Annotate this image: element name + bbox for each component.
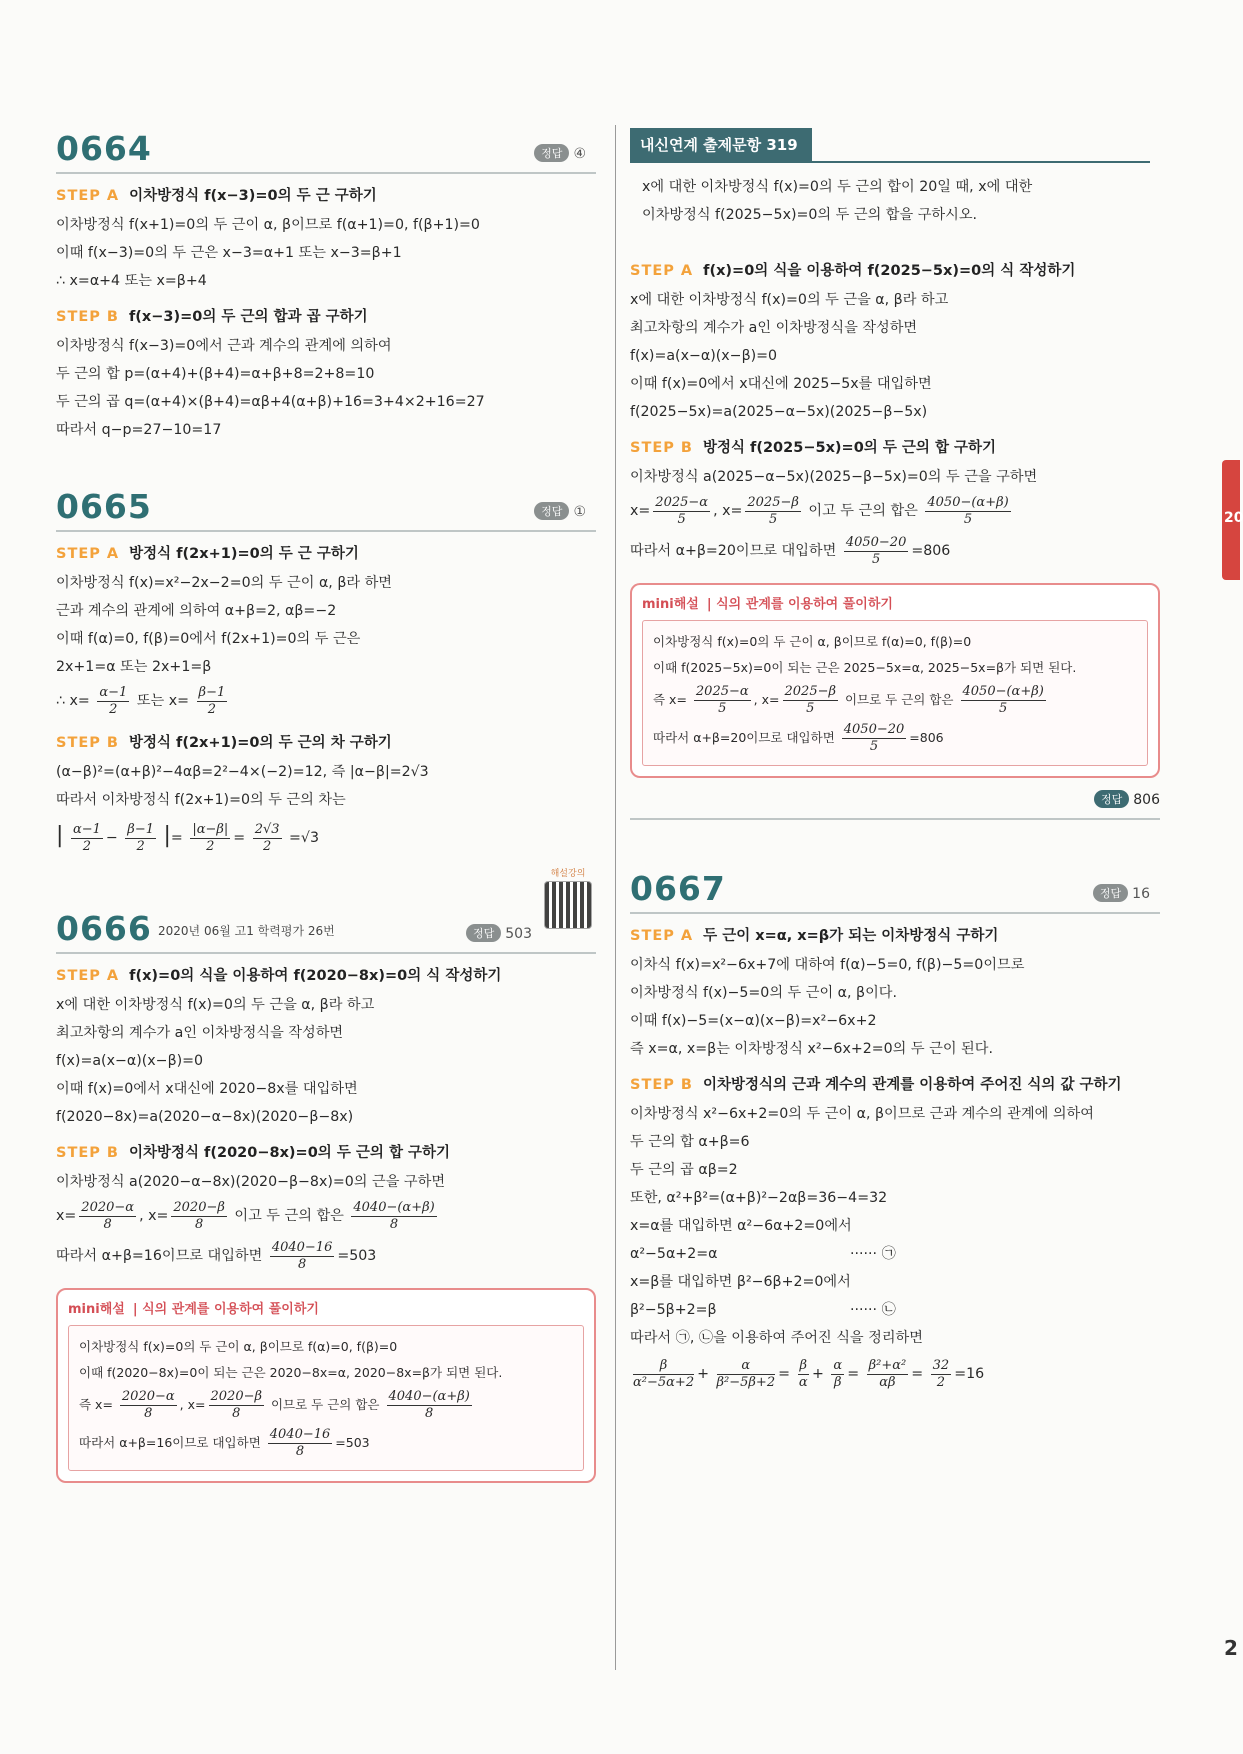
solution-line: [56, 1236, 596, 1276]
text: 따라서 α+β=20이므로 대입하면: [653, 730, 835, 745]
mini-heading: 식의 관계를 이용하여 풀이하기: [142, 1302, 319, 1317]
numerator: 4040−16: [271, 1239, 333, 1255]
mini-box: [68, 1325, 584, 1471]
answer-badge: 정답: [1094, 790, 1129, 808]
numerator: α−1: [99, 684, 128, 700]
fraction: [97, 685, 129, 718]
banner: 내신연계 출제문항 319: [630, 128, 812, 161]
mini-line: 이차방정식 f(x)=0의 두 근이 α, β이므로 f(α)=0, f(β)=0: [79, 1339, 398, 1354]
step-b-heading: [630, 1073, 1160, 1094]
step-title: 이차방정식 f(2020−8x)=0의 두 근의 합 구하기: [128, 1145, 451, 1161]
step-b-heading: [56, 731, 596, 752]
solution-line: x= $\frac{2020-\alpha}{8}$ , x= $\frac{2020-\beta}{8}$ 이고 두 근의 합은 $\frac{4040-(\alpha+\beta)}{8}$: [56, 1199, 435, 1232]
solution-line: x에 대한 이차방정식 f(x)=0의 두 근을 α, β라 하고: [56, 997, 375, 1013]
step-tag: STEP A: [56, 546, 120, 562]
solution-line: [630, 1240, 1160, 1268]
numerator: 4050−(α+β): [927, 494, 1009, 510]
denominator: 5: [806, 701, 815, 716]
step-a-heading: [630, 259, 1160, 280]
mini-explanation: [56, 1288, 596, 1483]
step-tag: STEP A: [56, 968, 120, 984]
numerator: β−1: [198, 684, 226, 700]
solution-line: x= $\frac{2025-\alpha}{5}$ , x= $\frac{2025-\beta}{5}$ 이고 두 근의 합은 $\frac{4050-(\alpha+\beta)}{5}$: [630, 494, 1009, 527]
numerator: 2020−β: [173, 1199, 225, 1215]
answer: [534, 144, 586, 162]
solution-line: [56, 681, 596, 721]
numerator: β: [633, 1358, 694, 1375]
solution-line: f(x)=a(x−α)(x−β)=0: [630, 348, 778, 364]
solution-line: 이차방정식 f(x+1)=0의 두 근이 α, β이므로 f(α+1)=0, f(β+1)=0: [56, 217, 480, 233]
fraction: [387, 1389, 472, 1422]
solution-line: 이차방정식 f(x)−5=0의 두 근이 α, β이다.: [630, 985, 898, 1001]
problem-number: 0666: [56, 909, 152, 948]
answer-value: 16: [1132, 886, 1150, 902]
solution-line: 이때 f(α)=0, f(β)=0에서 f(2x+1)=0의 두 근은: [56, 631, 361, 647]
denominator: 2: [206, 838, 215, 854]
mini-line: 즉 x= $\frac{2020-\alpha}{8}$ , x= $\frac{2020-\beta}{8}$ 이므로 두 근의 합은 $\frac{4040-(\alpha+\beta)}{8}$: [79, 1389, 470, 1421]
step-a-heading: [56, 964, 596, 985]
solution-line: 두 근의 곱 q=(α+4)×(β+4)=αβ+4(α+β)+16=3+4×2+16=27: [56, 394, 485, 410]
step-title: 이차방정식의 근과 계수의 관계를 이용하여 주어진 식의 값 구하기: [702, 1077, 1122, 1093]
solution-line: 이차방정식 f(x)=x²−2x−2=0의 두 근이 α, β라 하면: [56, 575, 393, 591]
denominator: 5: [871, 551, 881, 567]
step-tag: STEP B: [630, 440, 693, 456]
numerator: β: [799, 1357, 808, 1373]
text: 이므로 두 근의 합은: [270, 1397, 380, 1412]
numerator: α: [717, 1358, 776, 1375]
fraction: [633, 1358, 694, 1391]
denominator: 8: [389, 1216, 399, 1232]
denominator: αβ: [879, 1374, 896, 1390]
question-line: x에 대한 이차방정식 f(x)=0의 두 근의 합이 20일 때, x에 대한: [642, 179, 1033, 195]
text: 이고 두 근의 합은: [234, 1208, 344, 1224]
step-title: 두 근이 x=α, x=β가 되는 이차방정식 구하기: [703, 928, 999, 944]
numerator: 2025−α: [695, 684, 749, 699]
mini-title: mini해설 | 식의 관계를 이용하여 풀이하기: [642, 597, 893, 612]
step-a-heading: [56, 184, 596, 205]
numerator: 2025−β: [747, 494, 799, 510]
text: 또는 x=: [136, 693, 190, 709]
denominator: 2: [207, 701, 217, 717]
step-title: 방정식 f(2x+1)=0의 두 근 구하기: [129, 546, 359, 562]
text: =503: [337, 1248, 377, 1264]
text: 즉 x=: [79, 1397, 113, 1412]
solution-line: x에 대한 이차방정식 f(x)=0의 두 근을 α, β라 하고: [630, 292, 949, 308]
mini-line: 이때 f(2025−5x)=0이 되는 근은 2025−5x=α, 2025−5x=β가 되면 된다.: [653, 660, 1077, 675]
step-title: 방정식 f(2025−5x)=0의 두 근의 합 구하기: [702, 440, 997, 456]
fraction: [197, 685, 228, 718]
denominator: α²−5α+2: [633, 1374, 695, 1390]
denominator: 8: [194, 1216, 204, 1232]
step-title: f(x)=0의 식을 이용하여 f(2025−5x)=0의 식 작성하기: [703, 263, 1076, 279]
problem-0664: [56, 120, 596, 444]
step-tag: STEP A: [56, 188, 120, 204]
denominator: 2: [936, 1374, 946, 1390]
problem-number: 0667: [630, 869, 726, 908]
solution-line: ∴ x=α+4 또는 x=β+4: [56, 273, 207, 289]
denominator: 8: [295, 1444, 305, 1459]
denominator: 8: [144, 1406, 153, 1421]
step-title: f(x−3)=0의 두 근의 합과 곱 구하기: [128, 309, 368, 325]
solution-line: 두 근의 합 p=(α+4)+(β+4)=α+β+8=2+8=10: [56, 366, 375, 382]
fraction: [171, 1200, 227, 1233]
denominator: 2: [109, 701, 118, 717]
fraction: [745, 495, 801, 528]
mini-explanation: [630, 583, 1160, 778]
solution-line: 이때 f(x−3)=0의 두 근은 x−3=α+1 또는 x−3=β+1: [56, 245, 402, 261]
denominator: 8: [425, 1406, 434, 1421]
fraction: [783, 684, 839, 717]
solution-line: 2x+1=α 또는 2x+1=β: [56, 659, 212, 675]
qr-code[interactable]: [542, 866, 594, 928]
answer: [630, 790, 1160, 820]
answer-badge: 정답: [534, 502, 569, 520]
fraction: [694, 684, 751, 717]
solution-line: 이차방정식 x²−6x+2=0의 두 근이 α, β이므로 근과 계수의 관계에 의하여: [630, 1106, 1094, 1122]
solution-line: 근과 계수의 관계에 의하여 α+β=2, αβ=−2: [56, 603, 337, 619]
solution-line: 따라서 q−p=27−10=17: [56, 422, 222, 438]
problem-number: 0665: [56, 487, 152, 526]
fraction: [842, 722, 907, 755]
answer: [466, 924, 532, 942]
mini-title: mini해설 | 식의 관계를 이용하여 풀이하기: [68, 1302, 319, 1317]
step-title: f(x)=0의 식을 이용하여 f(2020−8x)=0의 식 작성하기: [129, 968, 502, 984]
step-b-heading: [56, 305, 596, 326]
problem-header: [56, 120, 596, 174]
denominator: 2: [136, 838, 145, 854]
answer-value: 806: [1133, 792, 1160, 808]
equation-marker: ······ ㉡: [850, 1302, 896, 1318]
text: ∴ x=: [56, 693, 90, 709]
denominator: 2: [262, 838, 272, 854]
solution-line: x=α를 대입하면 α²−6α+2=0에서: [630, 1218, 852, 1234]
denominator: β: [834, 1374, 842, 1390]
answer-value: ①: [573, 504, 586, 520]
step-a-heading: [630, 924, 1160, 945]
solution-line: | $\frac{\alpha-1}{2}$ − $\frac{\beta-1}{2}$ |= $\frac{|\alpha-\beta|}{2}$ = $\frac{2√3}{2}$ =√3: [56, 821, 319, 854]
solution-line: f(2025−5x)=a(2025−α−5x)(2025−β−5x): [630, 404, 928, 420]
fraction: [931, 1358, 952, 1391]
fraction: [925, 495, 1010, 528]
chapter-side-tab: [1222, 460, 1243, 580]
text: =√3: [289, 830, 319, 846]
problem-header: [56, 869, 596, 954]
denominator: 8: [297, 1256, 307, 1272]
numerator: 4050−(α+β): [962, 684, 1044, 699]
solution-line: x=β를 대입하면 β²−6β+2=0에서: [630, 1274, 851, 1290]
denominator: β²−5β+2: [716, 1374, 776, 1390]
equation-marker: ······ ㉠: [850, 1246, 896, 1262]
solution-line: 두 근의 합 α+β=6: [630, 1134, 750, 1150]
numerator: β²+α²: [868, 1357, 907, 1373]
left-column: [56, 120, 596, 1483]
problem-number: 0664: [56, 129, 152, 168]
step-b-heading: [56, 1141, 596, 1162]
denominator: 5: [869, 739, 879, 754]
fraction: [867, 1358, 909, 1391]
step-title: 방정식 f(2x+1)=0의 두 근의 차 구하기: [128, 735, 392, 751]
equation: α²−5α+2=α: [630, 1246, 718, 1262]
step-tag: STEP B: [56, 309, 119, 325]
fraction: [653, 495, 710, 528]
fraction: [209, 1389, 265, 1422]
text: 이고 두 근의 합은: [808, 503, 918, 519]
text: =503: [335, 1435, 370, 1450]
step-a-heading: [56, 542, 596, 563]
denominator: 5: [718, 701, 727, 716]
step-tag: STEP B: [56, 735, 119, 751]
problem-0665: [56, 478, 596, 860]
solution-line: f(2020−8x)=a(2020−α−8x)(2020−β−8x): [56, 1109, 354, 1125]
numerator: 32: [932, 1357, 950, 1373]
solution-line: 두 근의 곱 αβ=2: [630, 1162, 738, 1178]
problem-header: [56, 478, 596, 532]
text: 따라서 α+β=20이므로 대입하면: [630, 543, 837, 559]
related-problem-319: [630, 128, 1160, 820]
fraction: [190, 822, 230, 855]
numerator: 4050−20: [845, 534, 907, 550]
solution-line: 이때 f(x)=0에서 x대신에 2020−8x를 대입하면: [56, 1081, 358, 1097]
step-title: 이차방정식 f(x−3)=0의 두 근 구하기: [129, 188, 377, 204]
mini-line: 즉 x= $\frac{2025-\alpha}{5}$ , x= $\frac{2025-\beta}{5}$ 이므로 두 근의 합은 $\frac{4050-(\alpha+\beta)}{5}$: [653, 684, 1044, 716]
solution-line: 이차방정식 f(x−3)=0에서 근과 계수의 관계에 의하여: [56, 338, 392, 354]
denominator: 5: [963, 511, 973, 527]
denominator: α: [798, 1374, 808, 1390]
answer-value: 503: [505, 926, 532, 942]
question-line: 이차방정식 f(2025−5x)=0의 두 근의 합을 구하시오.: [642, 207, 978, 223]
denominator: 8: [232, 1406, 241, 1421]
numerator: |α−β|: [192, 821, 229, 837]
problem-source: 2020년 06월 고1 학력평가 26번: [158, 924, 335, 938]
banner-rule: [630, 128, 1150, 163]
text: =806: [909, 730, 944, 745]
numerator: 2020−α: [121, 1389, 175, 1404]
numerator: α: [833, 1357, 843, 1373]
solution-line: $\frac{\beta}{\text{α²−5α+2}}$ + $\frac{\alpha}{\text{β²−5β+2}}$ = $\frac{\beta}{\alpha}$ + $\frac{\alpha}{\beta}$ = $\frac{\text{β²+α²}}{\alpha\beta}$ = $\frac{32}{2}$ =16: [633, 1357, 985, 1390]
text: 따라서 α+β=16이므로 대입하면: [79, 1435, 261, 1450]
numerator: 4050−20: [843, 722, 905, 737]
numerator: 4040−(α+β): [388, 1389, 470, 1404]
step-b-heading: [630, 436, 1160, 457]
fraction: [253, 822, 282, 855]
numerator: 2020−α: [81, 1199, 135, 1215]
fraction: [717, 1358, 776, 1391]
denominator: 5: [768, 511, 778, 527]
denominator: 5: [999, 701, 1008, 716]
numerator: 2025−α: [655, 494, 709, 510]
solution-line: [630, 1296, 1160, 1324]
page-number: 2: [1224, 1636, 1238, 1660]
fraction: [270, 1240, 335, 1273]
solution-line: 또한, α²+β²=(α+β)²−2αβ=36−4=32: [630, 1190, 888, 1206]
step-tag: STEP B: [630, 1077, 693, 1093]
answer-badge: 정답: [1093, 884, 1128, 902]
answer-badge: 정답: [534, 144, 569, 162]
answer-value: ④: [573, 146, 586, 162]
solution-line: 즉 x=α, x=β는 이차방정식 x²−6x+2=0의 두 근이 된다.: [630, 1041, 993, 1057]
numerator: 4040−(α+β): [353, 1199, 435, 1215]
problem-header: [630, 860, 1160, 914]
text: 즉 x=: [653, 692, 687, 707]
right-column: [630, 128, 1160, 1396]
fraction: [351, 1200, 436, 1233]
fraction: [961, 684, 1046, 717]
solution-line: 이때 f(x)=0에서 x대신에 2025−5x를 대입하면: [630, 376, 932, 392]
mini-line: [653, 719, 1137, 757]
numerator: α−1: [72, 821, 101, 837]
answer: [534, 502, 586, 520]
numerator: 2025−β: [784, 684, 836, 699]
side-tab-label: 20: [1224, 510, 1243, 526]
denominator: 2: [82, 838, 92, 854]
fraction: [125, 822, 156, 855]
fraction: [268, 1427, 333, 1460]
solution-line: 최고차항의 계수가 a인 이차방정식을 작성하면: [56, 1025, 344, 1041]
solution-line: 최고차항의 계수가 a인 이차방정식을 작성하면: [630, 320, 918, 336]
fraction: [71, 822, 103, 855]
mini-label: mini해설: [68, 1302, 125, 1317]
denominator: 5: [677, 511, 686, 527]
text: =16: [954, 1366, 985, 1382]
solution-line: (α−β)²=(α+β)²−4αβ=2²−4×(−2)=12, 즉 |α−β|=2√3: [56, 764, 429, 780]
step-tag: STEP A: [630, 263, 694, 279]
fraction: [120, 1389, 177, 1422]
fraction: [798, 1358, 810, 1391]
denominator: 8: [103, 1216, 112, 1232]
answer-badge: 정답: [466, 924, 501, 942]
mini-label: mini해설: [642, 597, 699, 612]
solution-line: 이차방정식 a(2025−α−5x)(2025−β−5x)=0의 두 근을 구하면: [630, 469, 1038, 485]
solution-line: 따라서 ㉠, ㉡을 이용하여 주어진 식을 정리하면: [630, 1330, 923, 1346]
text: =806: [911, 543, 951, 559]
mini-line: 이차방정식 f(x)=0의 두 근이 α, β이므로 f(α)=0, f(β)=0: [653, 634, 972, 649]
mini-line: [79, 1424, 573, 1462]
numerator: 4040−16: [269, 1427, 331, 1442]
mini-heading: 식의 관계를 이용하여 풀이하기: [716, 597, 893, 612]
answer: [1093, 884, 1150, 902]
solution-line: 따라서 이차방정식 f(2x+1)=0의 두 근의 차는: [56, 792, 346, 808]
numerator: 2√3: [254, 821, 280, 837]
fraction: [831, 1358, 844, 1391]
problem-0667: [630, 860, 1160, 1396]
text: 이므로 두 근의 합은: [844, 692, 954, 707]
solution-line: 이차방정식 a(2020−α−8x)(2020−β−8x)=0의 근을 구하면: [56, 1174, 446, 1190]
fraction: [844, 535, 909, 568]
text: 따라서 α+β=16이므로 대입하면: [56, 1248, 263, 1264]
solution-line: f(x)=a(x−α)(x−β)=0: [56, 1053, 204, 1069]
fraction: [79, 1200, 136, 1233]
problem-0666: [56, 869, 596, 1483]
column-divider: [615, 125, 616, 1670]
solution-line: 이차식 f(x)=x²−6x+7에 대하여 f(α)−5=0, f(β)−5=0이므로: [630, 957, 1025, 973]
solution-line: [630, 531, 1160, 571]
solution-line: 이때 f(x)−5=(x−α)(x−β)=x²−6x+2: [630, 1013, 877, 1029]
numerator: 2020−β: [210, 1389, 262, 1404]
equation: β²−5β+2=β: [630, 1302, 717, 1318]
mini-box: [642, 620, 1148, 766]
step-tag: STEP A: [630, 928, 694, 944]
step-tag: STEP B: [56, 1145, 119, 1161]
numerator: β−1: [127, 821, 154, 837]
qr-label: 해설강의: [550, 869, 586, 879]
qr-code-icon: [544, 881, 592, 929]
mini-line: 이때 f(2020−8x)=0이 되는 근은 2020−8x=α, 2020−8x=β가 되면 된다.: [79, 1365, 503, 1380]
